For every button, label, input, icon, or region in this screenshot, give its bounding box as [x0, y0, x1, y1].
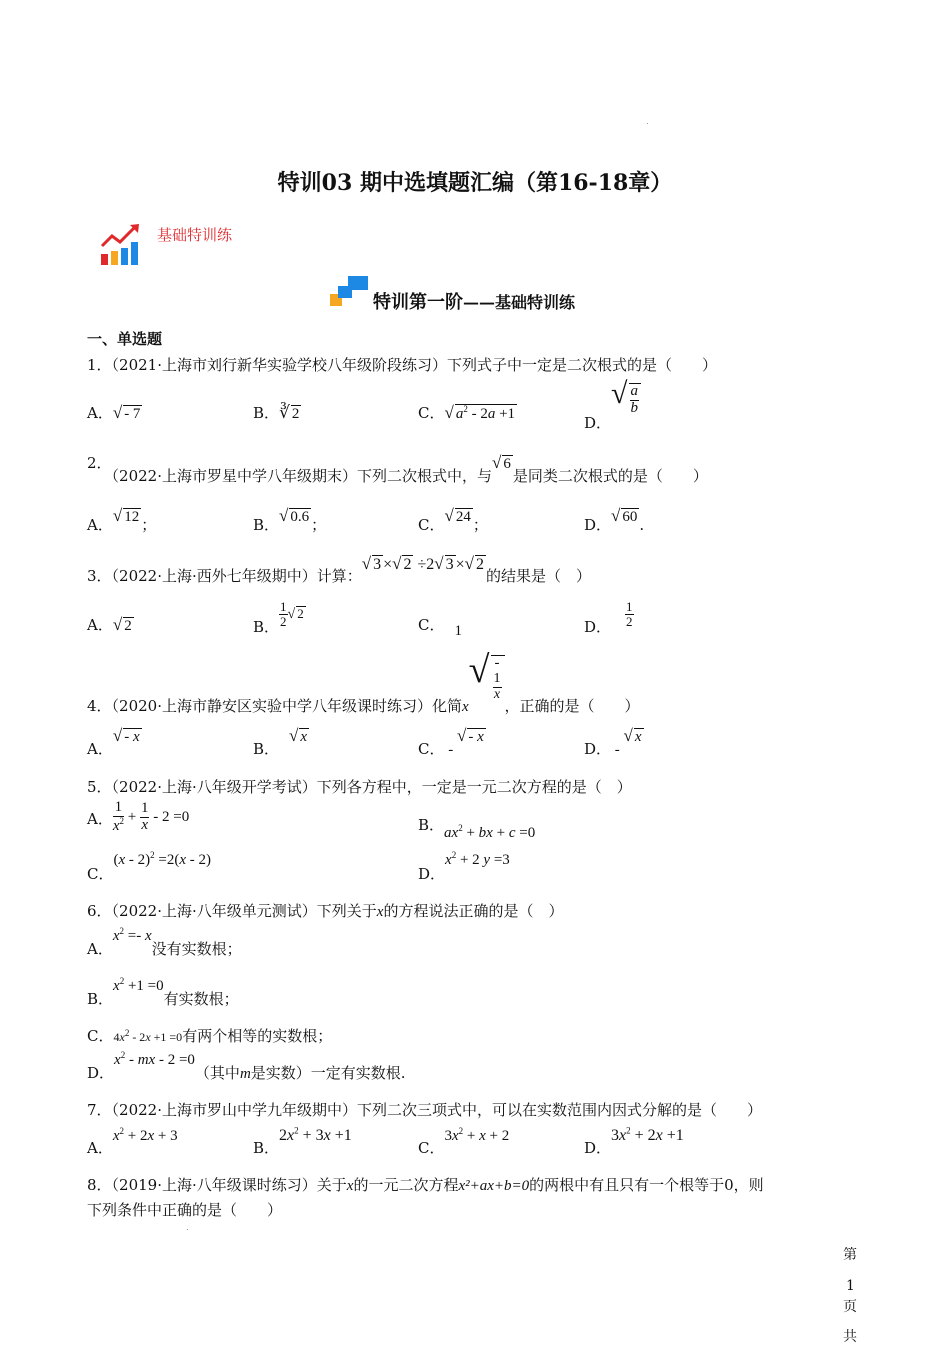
opt-expr: √ 60: [611, 506, 638, 525]
q-expr: x√ - 1 x: [462, 670, 505, 686]
section-name: 基础特训练: [495, 293, 576, 312]
opt-expr: $x^2 + 2$ y =3: [445, 850, 510, 868]
page-footer-b: 1: [846, 1278, 855, 1294]
q-text: ，正确的是（ ）: [504, 697, 640, 715]
opt-label: B．: [253, 516, 280, 534]
option-6c: [87, 1025, 332, 1046]
opt-expr: √ 12: [112, 506, 140, 525]
option-3c: [418, 614, 462, 639]
question-6-stem: [87, 900, 563, 921]
q-text: 的两根中有且只有一个根等于0，则: [529, 1176, 764, 1194]
option-2a: [87, 505, 157, 534]
opt-label: A．: [87, 616, 113, 634]
opt-label: D．: [584, 414, 612, 432]
opt-label: A．: [87, 940, 113, 958]
option-4c: [418, 725, 486, 758]
opt-label: C．: [418, 404, 445, 422]
q-text: （2022·上海·八年级开学考试）下列各方程中，一定是一元二次方程的是（ ）: [111, 778, 632, 796]
option-7d: [584, 1124, 684, 1157]
opt-label: A．: [87, 516, 113, 534]
opt-label: D．: [584, 740, 612, 758]
q-var: x: [376, 904, 384, 920]
opt-expr: √ - x: [112, 726, 140, 745]
option-3d: [584, 599, 634, 636]
option-6d: [87, 1048, 406, 1082]
opt-expr: √ 24: [444, 506, 471, 525]
tail-post: 是实数）一定有实数根.: [250, 1064, 406, 1082]
option-5b: [418, 814, 536, 841]
option-2b: [253, 505, 327, 534]
opt-expr: √ 2: [112, 615, 132, 634]
page-footer-a: 第: [843, 1247, 857, 1263]
opt-expr: √ $\frac{a}{b}$: [611, 391, 641, 407]
opt-expr: (x - 2)$^2$ =2(x - 2): [113, 850, 212, 868]
opt-expr: √ x: [289, 726, 308, 745]
opt-label: C．: [418, 516, 445, 534]
opt-label: C．: [87, 865, 114, 883]
q-num: 6．: [87, 902, 112, 920]
option-4b: [253, 725, 309, 758]
opt-tail: 有实数根；: [163, 990, 239, 1008]
q-text: （2019·上海·八年级课时练习）关于: [111, 1176, 347, 1194]
option-5a: [87, 800, 189, 835]
option-6a: [87, 924, 242, 958]
section-title: [373, 288, 575, 314]
question-8-stem-line2: 下列条件中正确的是（ ）: [87, 1201, 283, 1219]
opt-expr: $\frac{1}{x^2}$ + $\frac{1}{x}$ - 2 =0: [112, 799, 190, 834]
opt-expr: $x^2 =- x$: [112, 926, 152, 944]
opt-expr: $\frac{1}{2}$: [626, 599, 633, 629]
page-title: 特训03 期中选填题汇编（第16-18章）: [277, 170, 673, 196]
q-text: （2022·上海市罗山中学九年级期中）下列二次三项式中，可以在实数范围内因式分解的是（ ）: [111, 1101, 762, 1119]
opt-label: B．: [87, 990, 114, 1008]
option-5c: [87, 848, 212, 883]
opt-label: C．: [418, 740, 445, 758]
opt-tail: ；: [311, 516, 327, 534]
q-num: 7．: [87, 1101, 112, 1119]
opt-expr: - √ x: [611, 726, 642, 758]
q-text: （2022·上海·八年级单元测试）下列关于: [111, 902, 377, 920]
q-num: 5．: [87, 778, 112, 796]
opt-label: B．: [418, 816, 445, 834]
option-4a: [87, 725, 142, 758]
q-var: x: [346, 1178, 354, 1194]
opt-tail: ；: [141, 516, 157, 534]
q-text: （2022·上海市罗星中学八年级期末）下列二次根式中，与: [111, 467, 492, 485]
opt-label: D．: [584, 516, 612, 534]
page-footer-d: 共: [843, 1329, 857, 1345]
question-3-stem: [87, 553, 591, 585]
opt-label: D．: [418, 865, 446, 883]
q-text: 的结果是（ ）: [485, 567, 591, 585]
q-num: 1．: [87, 356, 112, 374]
opt-expr: $4x^2 - 2x +1 =0$: [113, 1028, 183, 1044]
opt-expr: $ax^2$ + bx + c =0: [444, 823, 536, 841]
option-7b: [253, 1124, 352, 1157]
opt-label: A．: [87, 404, 113, 422]
option-2c: [418, 505, 488, 534]
q-text: （2020·上海市静安区实验中学八年级课时练习）化简: [111, 697, 462, 715]
opt-label: D．: [584, 617, 612, 636]
opt-expr: $\frac{1}{2}$ √ 2: [280, 599, 304, 629]
option-1b: [253, 402, 301, 423]
opt-tail: [195, 1064, 406, 1082]
steps-icon: [330, 276, 370, 308]
opt-label: C．: [418, 616, 445, 634]
section-dash: ——: [463, 293, 495, 312]
question-8-stem: [87, 1174, 764, 1195]
opt-label: A．: [87, 809, 113, 828]
question-4-stem: [87, 648, 640, 715]
opt-expr: $x^2$ - mx - 2 =0: [114, 1050, 195, 1068]
opt-expr: $x^2 + 2x + 3$: [112, 1126, 178, 1144]
opt-expr: $2x^2 + 3x +1$: [279, 1125, 352, 1144]
question-7-stem: [87, 1099, 762, 1120]
opt-expr: $x^2 +1 =0$: [113, 976, 164, 994]
opt-label: B．: [253, 617, 280, 636]
opt-label: B．: [253, 1139, 280, 1157]
question-5-stem: [87, 776, 632, 797]
tail-var: m: [239, 1066, 251, 1082]
page-footer-c: 页: [843, 1299, 857, 1315]
question-1-stem: [87, 354, 717, 375]
opt-label: A．: [87, 740, 113, 758]
option-3b: [253, 599, 306, 636]
q-text: 的方程说法正确的是（ ）: [383, 902, 564, 920]
q-text: （2022·上海·西外七年级期中）计算：: [111, 567, 362, 585]
q-num: 4．: [87, 697, 112, 715]
opt-label: A．: [87, 1139, 113, 1157]
q-text: 的一元二次方程: [353, 1176, 459, 1194]
q-expr: x²+ax+b=0: [458, 1178, 530, 1194]
option-1d: [584, 377, 641, 432]
q-text: （2021·上海市刘行新华实验学校八年级阶段练习）下列式子中一定是二次根式的是（ ）: [111, 356, 717, 374]
option-1a: [87, 402, 142, 423]
q-expr: √ 6: [492, 453, 511, 472]
opt-expr: √ $a^2 - 2a +1$: [444, 403, 516, 422]
opt-label: C．: [87, 1027, 114, 1045]
option-4d: [584, 725, 644, 758]
opt-expr: ∛ 2: [279, 403, 300, 422]
opt-label: D．: [87, 1064, 115, 1082]
opt-label: B．: [253, 404, 280, 422]
part-heading: 一、单选题: [87, 330, 163, 348]
q-num: 2．: [87, 454, 112, 472]
opt-tail: ；: [472, 516, 488, 534]
opt-expr: - √ - x: [444, 726, 484, 758]
opt-expr: $3x^2 + x + 2$: [444, 1126, 510, 1144]
option-5d: [418, 848, 510, 883]
opt-label: B．: [253, 740, 280, 758]
option-1c: [418, 402, 517, 423]
q-num: 8．: [87, 1176, 112, 1194]
opt-label: C．: [418, 1139, 445, 1157]
tail-pre: （其中: [194, 1064, 240, 1082]
opt-tail: 没有实数根；: [151, 940, 242, 958]
q-text: 是同类二次根式的是（ ）: [512, 467, 708, 485]
opt-label: D．: [584, 1139, 612, 1157]
option-6b: [87, 974, 239, 1008]
question-2-stem: [87, 452, 708, 485]
section-prefix: 特训第一阶: [373, 292, 463, 313]
opt-expr: √ - 7: [112, 403, 141, 422]
growth-chart-icon: [100, 222, 142, 266]
option-7a: [87, 1124, 178, 1157]
opt-tail: 有两个相等的实数根；: [182, 1027, 333, 1045]
q-num: 3．: [87, 567, 112, 585]
option-2d: [584, 505, 645, 534]
banner-label: 基础特训练: [157, 226, 233, 244]
opt-expr: $3x^2 + 2x +1$: [611, 1125, 684, 1144]
opt-expr: 1: [454, 623, 462, 639]
opt-tail: .: [639, 516, 645, 534]
q-expr: √ 3 ×√ 2 ÷2√ 3 ×√ 2: [361, 554, 484, 573]
opt-expr: √ 0.6: [279, 506, 310, 525]
option-3a: [87, 614, 134, 635]
option-7c: [418, 1124, 510, 1157]
